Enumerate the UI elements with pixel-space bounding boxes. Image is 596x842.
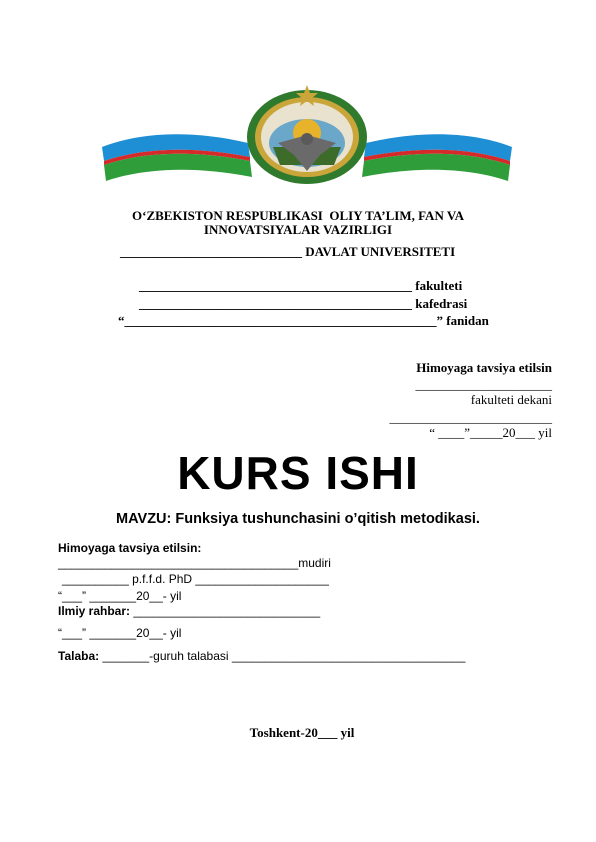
faculty-line: __________________________________________ fakulteti: [139, 278, 463, 293]
document-title: KURS ISHI: [177, 447, 419, 499]
university-line: ____________________________ DAVLAT UNIVERSITETI: [120, 244, 456, 259]
approval-blank-1: _____________________: [415, 377, 552, 392]
student-line: [58, 649, 465, 663]
topic-line: MAVZU: Funksiya tushunchasini o’qitish metodikasi.: [116, 511, 480, 527]
supervisor-label: Ilmiy rahbar:: [58, 604, 131, 618]
approval-title: Himoyaga tavsiya etilsin: [416, 360, 552, 375]
emblem-wreath: [247, 90, 367, 184]
date-line-1: “___” _______20__- yil: [58, 589, 182, 603]
subject-line: “________________________________________________” fanidan: [118, 313, 489, 328]
ministry-line-1: O‘ZBEKISTON RESPUBLIKASI OLIY TA’LIM, FAN VA: [132, 208, 464, 223]
department-line: __________________________________________ kafedrasi: [139, 296, 468, 311]
dean-label: fakulteti dekani: [470, 392, 552, 407]
phd-line: __________ p.f.f.d. PhD ____________________: [62, 572, 329, 586]
left-flag-ribbon: [102, 134, 252, 181]
student-blank: _______-guruh talabasi ___________________________________: [99, 649, 466, 663]
approval-date: “ ____”_____20___ yil: [429, 425, 552, 440]
recommend-label: Himoyaga tavsiya etilsin:: [58, 541, 202, 555]
ministry-line-2: INNOVATSIYALAR VAZIRLIGI: [203, 222, 393, 237]
supervisor-line: [58, 604, 320, 618]
right-flag-ribbon: [362, 134, 512, 181]
supervisor-blank: ____________________________: [130, 604, 321, 618]
date-line-2: “___” _______20__- yil: [58, 626, 182, 640]
approval-blank-2: _________________________: [389, 410, 552, 425]
student-label: Talaba:: [58, 649, 100, 663]
city-year: Toshkent-20___ yil: [249, 725, 355, 740]
state-emblem: [98, 85, 516, 185]
head-line: ____________________________________mudiri: [58, 556, 331, 570]
